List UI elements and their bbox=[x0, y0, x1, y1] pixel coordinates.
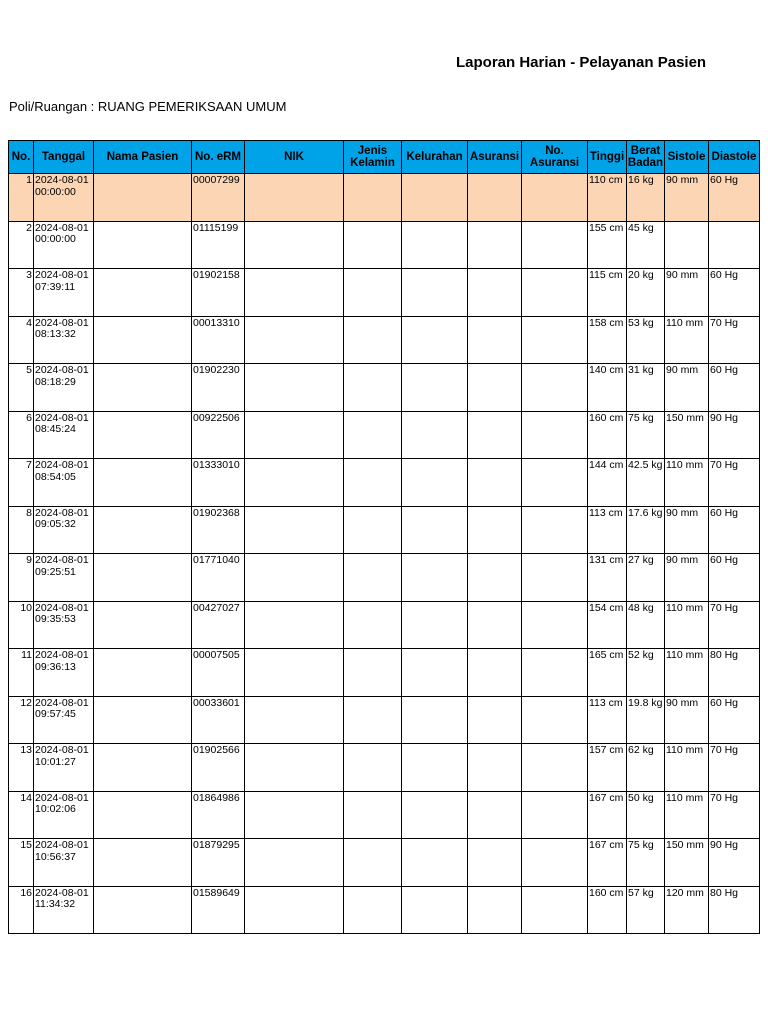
cell-sistole: 110 mm bbox=[665, 649, 709, 697]
cell-asuransi bbox=[468, 506, 522, 554]
cell-tinggi: 167 cm bbox=[588, 839, 627, 887]
cell-diastole: 80 Hg bbox=[709, 886, 760, 934]
cell-jenis-kelamin bbox=[344, 221, 402, 269]
cell-nik bbox=[245, 506, 344, 554]
cell-no: 4 bbox=[9, 316, 34, 364]
table-row bbox=[9, 269, 760, 317]
cell-nik bbox=[245, 411, 344, 459]
cell-diastole: 80 Hg bbox=[709, 649, 760, 697]
cell-no-asuransi bbox=[522, 269, 588, 317]
cell-jenis-kelamin bbox=[344, 316, 402, 364]
col-header-tinggi: Tinggi bbox=[588, 141, 627, 174]
cell-nik bbox=[245, 364, 344, 412]
cell-no-erm: 01771040 bbox=[192, 554, 245, 602]
cell-no: 2 bbox=[9, 221, 34, 269]
poli-value: RUANG PEMERIKSAAN UMUM bbox=[97, 99, 287, 114]
cell-sistole: 90 mm bbox=[665, 554, 709, 602]
col-header-jenis-kelamin: Jenis Kelamin bbox=[344, 141, 402, 174]
cell-tanggal: 2024-08-01 00:00:00 bbox=[34, 221, 94, 269]
cell-diastole: 60 Hg bbox=[709, 174, 760, 222]
cell-jenis-kelamin bbox=[344, 839, 402, 887]
cell-no-erm: 01902230 bbox=[192, 364, 245, 412]
report-title: Laporan Harian - Pelayanan Pasien bbox=[456, 54, 707, 71]
cell-berat-badan: 31 kg bbox=[627, 364, 665, 412]
cell-diastole: 60 Hg bbox=[709, 506, 760, 554]
cell-nama-pasien bbox=[94, 459, 192, 507]
cell-tinggi: 115 cm bbox=[588, 269, 627, 317]
col-header-no-asuransi: No. Asuransi bbox=[522, 141, 588, 174]
cell-nama-pasien bbox=[94, 839, 192, 887]
cell-no: 15 bbox=[9, 839, 34, 887]
cell-sistole: 90 mm bbox=[665, 174, 709, 222]
cell-no-erm: 00922506 bbox=[192, 411, 245, 459]
cell-sistole: 90 mm bbox=[665, 269, 709, 317]
table-row bbox=[9, 839, 760, 887]
cell-no: 14 bbox=[9, 791, 34, 839]
cell-tanggal: 2024-08-01 09:57:45 bbox=[34, 696, 94, 744]
cell-diastole: 90 Hg bbox=[709, 411, 760, 459]
table-row bbox=[9, 601, 760, 649]
cell-asuransi bbox=[468, 649, 522, 697]
col-header-no: No. bbox=[9, 141, 34, 174]
cell-asuransi bbox=[468, 459, 522, 507]
cell-kelurahan bbox=[402, 411, 468, 459]
cell-tinggi: 154 cm bbox=[588, 601, 627, 649]
cell-tanggal: 2024-08-01 10:01:27 bbox=[34, 744, 94, 792]
table-row bbox=[9, 221, 760, 269]
cell-sistole: 110 mm bbox=[665, 316, 709, 364]
cell-no: 1 bbox=[9, 174, 34, 222]
cell-no-erm: 00427027 bbox=[192, 601, 245, 649]
table-row bbox=[9, 174, 760, 222]
cell-berat-badan: 42.5 kg bbox=[627, 459, 665, 507]
cell-jenis-kelamin bbox=[344, 411, 402, 459]
cell-diastole: 60 Hg bbox=[709, 696, 760, 744]
cell-berat-badan: 20 kg bbox=[627, 269, 665, 317]
cell-kelurahan bbox=[402, 459, 468, 507]
cell-tinggi: 157 cm bbox=[588, 744, 627, 792]
cell-tanggal: 2024-08-01 08:13:32 bbox=[34, 316, 94, 364]
cell-berat-badan: 50 kg bbox=[627, 791, 665, 839]
cell-nama-pasien bbox=[94, 886, 192, 934]
cell-no: 6 bbox=[9, 411, 34, 459]
cell-jenis-kelamin bbox=[344, 174, 402, 222]
cell-sistole: 110 mm bbox=[665, 744, 709, 792]
table-row bbox=[9, 696, 760, 744]
cell-no: 8 bbox=[9, 506, 34, 554]
cell-no-asuransi bbox=[522, 554, 588, 602]
cell-kelurahan bbox=[402, 506, 468, 554]
cell-kelurahan bbox=[402, 316, 468, 364]
cell-no: 3 bbox=[9, 269, 34, 317]
cell-nik bbox=[245, 316, 344, 364]
table-row bbox=[9, 744, 760, 792]
cell-kelurahan bbox=[402, 269, 468, 317]
cell-no-erm: 01902158 bbox=[192, 269, 245, 317]
cell-nama-pasien bbox=[94, 364, 192, 412]
cell-diastole: 60 Hg bbox=[709, 269, 760, 317]
cell-tinggi: 140 cm bbox=[588, 364, 627, 412]
cell-no-asuransi bbox=[522, 886, 588, 934]
cell-tinggi: 160 cm bbox=[588, 411, 627, 459]
cell-no: 12 bbox=[9, 696, 34, 744]
cell-nama-pasien bbox=[94, 506, 192, 554]
cell-jenis-kelamin bbox=[344, 459, 402, 507]
cell-no-erm: 01864986 bbox=[192, 791, 245, 839]
cell-no-erm: 00033601 bbox=[192, 696, 245, 744]
cell-nama-pasien bbox=[94, 221, 192, 269]
table-row bbox=[9, 364, 760, 412]
col-header-diastole: Diastole bbox=[709, 141, 760, 174]
cell-diastole bbox=[709, 221, 760, 269]
cell-sistole: 120 mm bbox=[665, 886, 709, 934]
cell-asuransi bbox=[468, 364, 522, 412]
cell-tinggi: 131 cm bbox=[588, 554, 627, 602]
cell-asuransi bbox=[468, 601, 522, 649]
cell-asuransi bbox=[468, 839, 522, 887]
cell-nik bbox=[245, 886, 344, 934]
cell-kelurahan bbox=[402, 649, 468, 697]
cell-diastole: 60 Hg bbox=[709, 364, 760, 412]
cell-diastole: 70 Hg bbox=[709, 744, 760, 792]
cell-berat-badan: 45 kg bbox=[627, 221, 665, 269]
cell-tinggi: 165 cm bbox=[588, 649, 627, 697]
cell-no-asuransi bbox=[522, 839, 588, 887]
cell-asuransi bbox=[468, 316, 522, 364]
cell-no-asuransi bbox=[522, 316, 588, 364]
col-header-kelurahan: Kelurahan bbox=[402, 141, 468, 174]
cell-asuransi bbox=[468, 886, 522, 934]
cell-no-erm: 01879295 bbox=[192, 839, 245, 887]
cell-jenis-kelamin bbox=[344, 601, 402, 649]
cell-nama-pasien bbox=[94, 316, 192, 364]
cell-kelurahan bbox=[402, 744, 468, 792]
cell-nama-pasien bbox=[94, 744, 192, 792]
cell-jenis-kelamin bbox=[344, 269, 402, 317]
cell-jenis-kelamin bbox=[344, 791, 402, 839]
cell-no: 11 bbox=[9, 649, 34, 697]
cell-tanggal: 2024-08-01 08:18:29 bbox=[34, 364, 94, 412]
cell-diastole: 70 Hg bbox=[709, 316, 760, 364]
cell-no-asuransi bbox=[522, 744, 588, 792]
cell-tinggi: 167 cm bbox=[588, 791, 627, 839]
cell-kelurahan bbox=[402, 839, 468, 887]
cell-berat-badan: 75 kg bbox=[627, 839, 665, 887]
cell-berat-badan: 52 kg bbox=[627, 649, 665, 697]
cell-asuransi bbox=[468, 554, 522, 602]
cell-no-erm: 01333010 bbox=[192, 459, 245, 507]
cell-berat-badan: 16 kg bbox=[627, 174, 665, 222]
cell-diastole: 60 Hg bbox=[709, 554, 760, 602]
cell-sistole: 90 mm bbox=[665, 506, 709, 554]
cell-no-asuransi bbox=[522, 411, 588, 459]
cell-sistole bbox=[665, 221, 709, 269]
cell-berat-badan: 19.8 kg bbox=[627, 696, 665, 744]
cell-tinggi: 113 cm bbox=[588, 696, 627, 744]
cell-nik bbox=[245, 839, 344, 887]
cell-berat-badan: 17.6 kg bbox=[627, 506, 665, 554]
cell-no-erm: 01902368 bbox=[192, 506, 245, 554]
cell-no: 13 bbox=[9, 744, 34, 792]
cell-berat-badan: 62 kg bbox=[627, 744, 665, 792]
cell-berat-badan: 57 kg bbox=[627, 886, 665, 934]
col-header-nama-pasien: Nama Pasien bbox=[94, 141, 192, 174]
cell-nama-pasien bbox=[94, 269, 192, 317]
cell-jenis-kelamin bbox=[344, 649, 402, 697]
cell-tinggi: 155 cm bbox=[588, 221, 627, 269]
table-row bbox=[9, 459, 760, 507]
cell-kelurahan bbox=[402, 601, 468, 649]
table-row bbox=[9, 886, 760, 934]
cell-nama-pasien bbox=[94, 791, 192, 839]
cell-asuransi bbox=[468, 411, 522, 459]
col-header-no-erm: No. eRM bbox=[192, 141, 245, 174]
cell-jenis-kelamin bbox=[344, 364, 402, 412]
cell-no-erm: 00007505 bbox=[192, 649, 245, 697]
cell-jenis-kelamin bbox=[344, 696, 402, 744]
cell-nama-pasien bbox=[94, 411, 192, 459]
cell-asuransi bbox=[468, 221, 522, 269]
cell-diastole: 70 Hg bbox=[709, 791, 760, 839]
cell-jenis-kelamin bbox=[344, 554, 402, 602]
cell-nik bbox=[245, 696, 344, 744]
cell-tanggal: 2024-08-01 08:54:05 bbox=[34, 459, 94, 507]
cell-sistole: 110 mm bbox=[665, 459, 709, 507]
cell-nik bbox=[245, 744, 344, 792]
cell-sistole: 90 mm bbox=[665, 364, 709, 412]
cell-sistole: 90 mm bbox=[665, 696, 709, 744]
cell-berat-badan: 53 kg bbox=[627, 316, 665, 364]
col-header-nik: NIK bbox=[245, 141, 344, 174]
patient-report-table bbox=[8, 140, 760, 934]
cell-no-erm: 01902566 bbox=[192, 744, 245, 792]
cell-no: 10 bbox=[9, 601, 34, 649]
col-header-asuransi: Asuransi bbox=[468, 141, 522, 174]
cell-asuransi bbox=[468, 791, 522, 839]
cell-nik bbox=[245, 601, 344, 649]
cell-no: 7 bbox=[9, 459, 34, 507]
cell-asuransi bbox=[468, 269, 522, 317]
cell-tinggi: 110 cm bbox=[588, 174, 627, 222]
cell-tinggi: 144 cm bbox=[588, 459, 627, 507]
cell-kelurahan bbox=[402, 364, 468, 412]
cell-berat-badan: 27 kg bbox=[627, 554, 665, 602]
cell-tanggal: 2024-08-01 09:05:32 bbox=[34, 506, 94, 554]
cell-asuransi bbox=[468, 744, 522, 792]
cell-no: 16 bbox=[9, 886, 34, 934]
cell-sistole: 110 mm bbox=[665, 601, 709, 649]
cell-sistole: 110 mm bbox=[665, 791, 709, 839]
cell-nik bbox=[245, 269, 344, 317]
cell-nik bbox=[245, 649, 344, 697]
cell-jenis-kelamin bbox=[344, 744, 402, 792]
cell-tanggal: 2024-08-01 00:00:00 bbox=[34, 174, 94, 222]
cell-nama-pasien bbox=[94, 601, 192, 649]
cell-tanggal: 2024-08-01 09:36:13 bbox=[34, 649, 94, 697]
cell-jenis-kelamin bbox=[344, 506, 402, 554]
cell-kelurahan bbox=[402, 886, 468, 934]
cell-asuransi bbox=[468, 696, 522, 744]
cell-berat-badan: 75 kg bbox=[627, 411, 665, 459]
cell-no-asuransi bbox=[522, 649, 588, 697]
poli-label: Poli/Ruangan : bbox=[9, 99, 95, 114]
cell-no-erm: 01589649 bbox=[192, 886, 245, 934]
cell-kelurahan bbox=[402, 221, 468, 269]
cell-no-erm: 00013310 bbox=[192, 316, 245, 364]
cell-diastole: 70 Hg bbox=[709, 601, 760, 649]
cell-diastole: 90 Hg bbox=[709, 839, 760, 887]
cell-sistole: 150 mm bbox=[665, 411, 709, 459]
table-row bbox=[9, 649, 760, 697]
table-row bbox=[9, 316, 760, 364]
cell-sistole: 150 mm bbox=[665, 839, 709, 887]
cell-no-asuransi bbox=[522, 364, 588, 412]
cell-no-asuransi bbox=[522, 696, 588, 744]
cell-nama-pasien bbox=[94, 174, 192, 222]
cell-tinggi: 113 cm bbox=[588, 506, 627, 554]
col-header-berat-badan: Berat Badan bbox=[627, 141, 665, 174]
cell-nik bbox=[245, 221, 344, 269]
cell-no-asuransi bbox=[522, 601, 588, 649]
cell-no: 5 bbox=[9, 364, 34, 412]
cell-kelurahan bbox=[402, 696, 468, 744]
cell-no-asuransi bbox=[522, 459, 588, 507]
cell-no-asuransi bbox=[522, 174, 588, 222]
col-header-tanggal: Tanggal bbox=[34, 141, 94, 174]
table-row bbox=[9, 554, 760, 602]
table-row bbox=[9, 791, 760, 839]
table-header-row bbox=[9, 141, 760, 174]
cell-tanggal: 2024-08-01 09:35:53 bbox=[34, 601, 94, 649]
cell-nik bbox=[245, 174, 344, 222]
cell-asuransi bbox=[468, 174, 522, 222]
cell-no-asuransi bbox=[522, 506, 588, 554]
cell-diastole: 70 Hg bbox=[709, 459, 760, 507]
cell-no: 9 bbox=[9, 554, 34, 602]
table-row bbox=[9, 506, 760, 554]
cell-jenis-kelamin bbox=[344, 886, 402, 934]
cell-kelurahan bbox=[402, 791, 468, 839]
cell-nik bbox=[245, 791, 344, 839]
cell-tanggal: 2024-08-01 07:39:11 bbox=[34, 269, 94, 317]
cell-tanggal: 2024-08-01 09:25:51 bbox=[34, 554, 94, 602]
table-row bbox=[9, 411, 760, 459]
cell-nama-pasien bbox=[94, 554, 192, 602]
cell-nik bbox=[245, 459, 344, 507]
cell-tanggal: 2024-08-01 10:02:06 bbox=[34, 791, 94, 839]
cell-no-asuransi bbox=[522, 791, 588, 839]
cell-no-erm: 01115199 bbox=[192, 221, 245, 269]
cell-tanggal: 2024-08-01 10:56:37 bbox=[34, 839, 94, 887]
cell-tanggal: 2024-08-01 08:45:24 bbox=[34, 411, 94, 459]
cell-no-erm: 00007299 bbox=[192, 174, 245, 222]
col-header-sistole: Sistole bbox=[665, 141, 709, 174]
cell-tanggal: 2024-08-01 11:34:32 bbox=[34, 886, 94, 934]
cell-tinggi: 160 cm bbox=[588, 886, 627, 934]
cell-nama-pasien bbox=[94, 649, 192, 697]
cell-nik bbox=[245, 554, 344, 602]
cell-tinggi: 158 cm bbox=[588, 316, 627, 364]
poli-ruangan-line bbox=[9, 99, 286, 114]
cell-berat-badan: 48 kg bbox=[627, 601, 665, 649]
cell-kelurahan bbox=[402, 174, 468, 222]
cell-nama-pasien bbox=[94, 696, 192, 744]
cell-no-asuransi bbox=[522, 221, 588, 269]
cell-kelurahan bbox=[402, 554, 468, 602]
